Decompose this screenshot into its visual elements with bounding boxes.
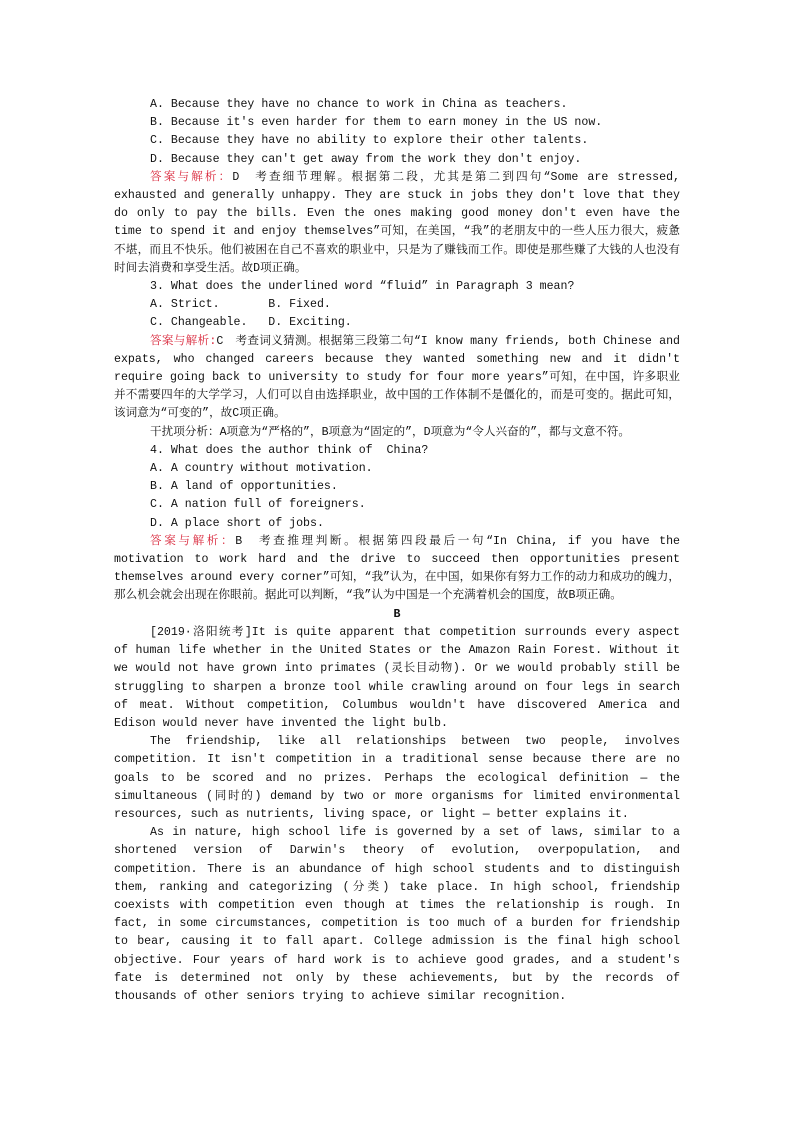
answer-label: 答案与解析： <box>150 534 236 548</box>
q2-answer-text: D 考查细节理解。根据第二段，尤其是第二到四句“Some are stressed, exhausted and generally unhappy. They are stuck in jobs they don't love that they do only to pay the bills. Even the ones making good money don't even have the time to spend it and enjoy themselves”可知，在美国，“我”的老朋友中的一些人压力很大，疲惫不堪，而且不快乐。他们被困在自己不喜欢的职业中，只是为了赚钱而工作。即使是那些赚了大钱的人也没有时间去消费和享受生活。故D项正确。 <box>114 170 680 275</box>
q4-option-d: D. A place short of jobs. <box>150 516 324 530</box>
passage-b-paragraph-1: [2019·洛阳统考]It is quite apparent that competition surrounds every aspect of human life whether in the United States or the Amazon Rain Forest. Without it we would not have grown into primates (灵长目动物). Or we would probably still be struggling to sharpen a bronze tool while crawling around on four legs in search of meat. Without competition, Columbus wouldn't have discovered America and Edison would never have invented the light bulb. <box>114 625 680 730</box>
q4-question: 4. What does the author think of China? <box>150 443 429 457</box>
q3-block <box>114 278 680 333</box>
answer-label: 答案与解析: <box>150 334 217 348</box>
q3-distractor: 干扰项分析：A项意为“严格的”，B项意为“固定的”，D项意为“令人兴奋的”，都与文意不符。 <box>150 425 630 439</box>
q4-answer-text: B 考查推理判断。根据第四段最后一句“In China, if you have the motivation to work hard and the drive to succeed then opportunities present themselves around every corner”可知，“我”认为，在中国，如果你有努力工作的动力和成功的魄力，那么机会就会出现在你眼前。据此可以判断，“我”认为中国是一个充满着机会的国度，故B项正确。 <box>114 534 680 603</box>
passage-b-paragraph-3: As in nature, high school life is governed by a set of laws, similar to a shortened version of Darwin's theory of evolution, overpopulation, and competition. There is an abundance of high school students and to distinguish them, ranking and categorizing (分类) take place. In high school, friendship coexists with competition even though at times the relationship is rough. In fact, in some circumstances, competition is too much of a burden for friendship to bear, causing it to fall apart. College admission is the final high school objective. Four years of hard work is to achieve good grades, and a student's fate is determined not only by these achievements, but by the records of thousands of other seniors trying to achieve similar recognition. <box>114 826 680 1003</box>
section-heading-b: B <box>393 607 401 621</box>
q4-block <box>114 442 680 533</box>
q2-option-a: A. Because they have no chance to work in China as teachers. <box>150 98 568 111</box>
q3-options-line2: C. Changeable. D. Exciting. <box>150 316 352 330</box>
q3-answer <box>114 333 680 424</box>
passage-b-paragraph-2: The friendship, like all relationships between two people, involves competition. It isn't competition in a traditional sense because there are no goals to be scored and no prizes. Perhaps the ecological definition — the simultaneous (同时的) demand by two or more organisms for limited environmental resources, such as nutrients, living space, or light — better explains it. <box>114 735 680 821</box>
q4-option-a: A. A country without motivation. <box>150 462 373 476</box>
q4-option-b: B. A land of opportunities. <box>150 480 338 494</box>
q4-option-c: C. A nation full of foreigners. <box>150 498 366 512</box>
q2-option-c: C. Because they have no ability to explore their other talents. <box>150 134 589 148</box>
q2-option-b: B. Because it's even harder for them to earn money in the US now. <box>150 116 603 130</box>
document-page <box>114 96 680 1006</box>
q2-options <box>114 96 680 169</box>
q3-question: 3. What does the underlined word “fluid” in Paragraph 3 mean? <box>150 280 575 294</box>
q4-answer <box>114 533 680 606</box>
answer-label: 答案与解析： <box>150 170 233 184</box>
q3-options-line1: A. Strict. B. Fixed. <box>150 298 331 312</box>
q3-answer-text: C 考查词义猜测。根据第三段第二句“I know many friends, both Chinese and expats, who changed careers because they wanted something new and it didn't require going back to university to study for four more years”可知，在中国，许多职业并不需要四年的大学学习，人们可以自由选择职业，故中国的工作体制不是僵化的，而是可变的。据此可知，该词意为“可变的”，故C项正确。 <box>114 334 680 421</box>
q2-option-d: D. Because they can't get away from the work they don't enjoy. <box>150 152 582 166</box>
q2-answer <box>114 169 680 278</box>
